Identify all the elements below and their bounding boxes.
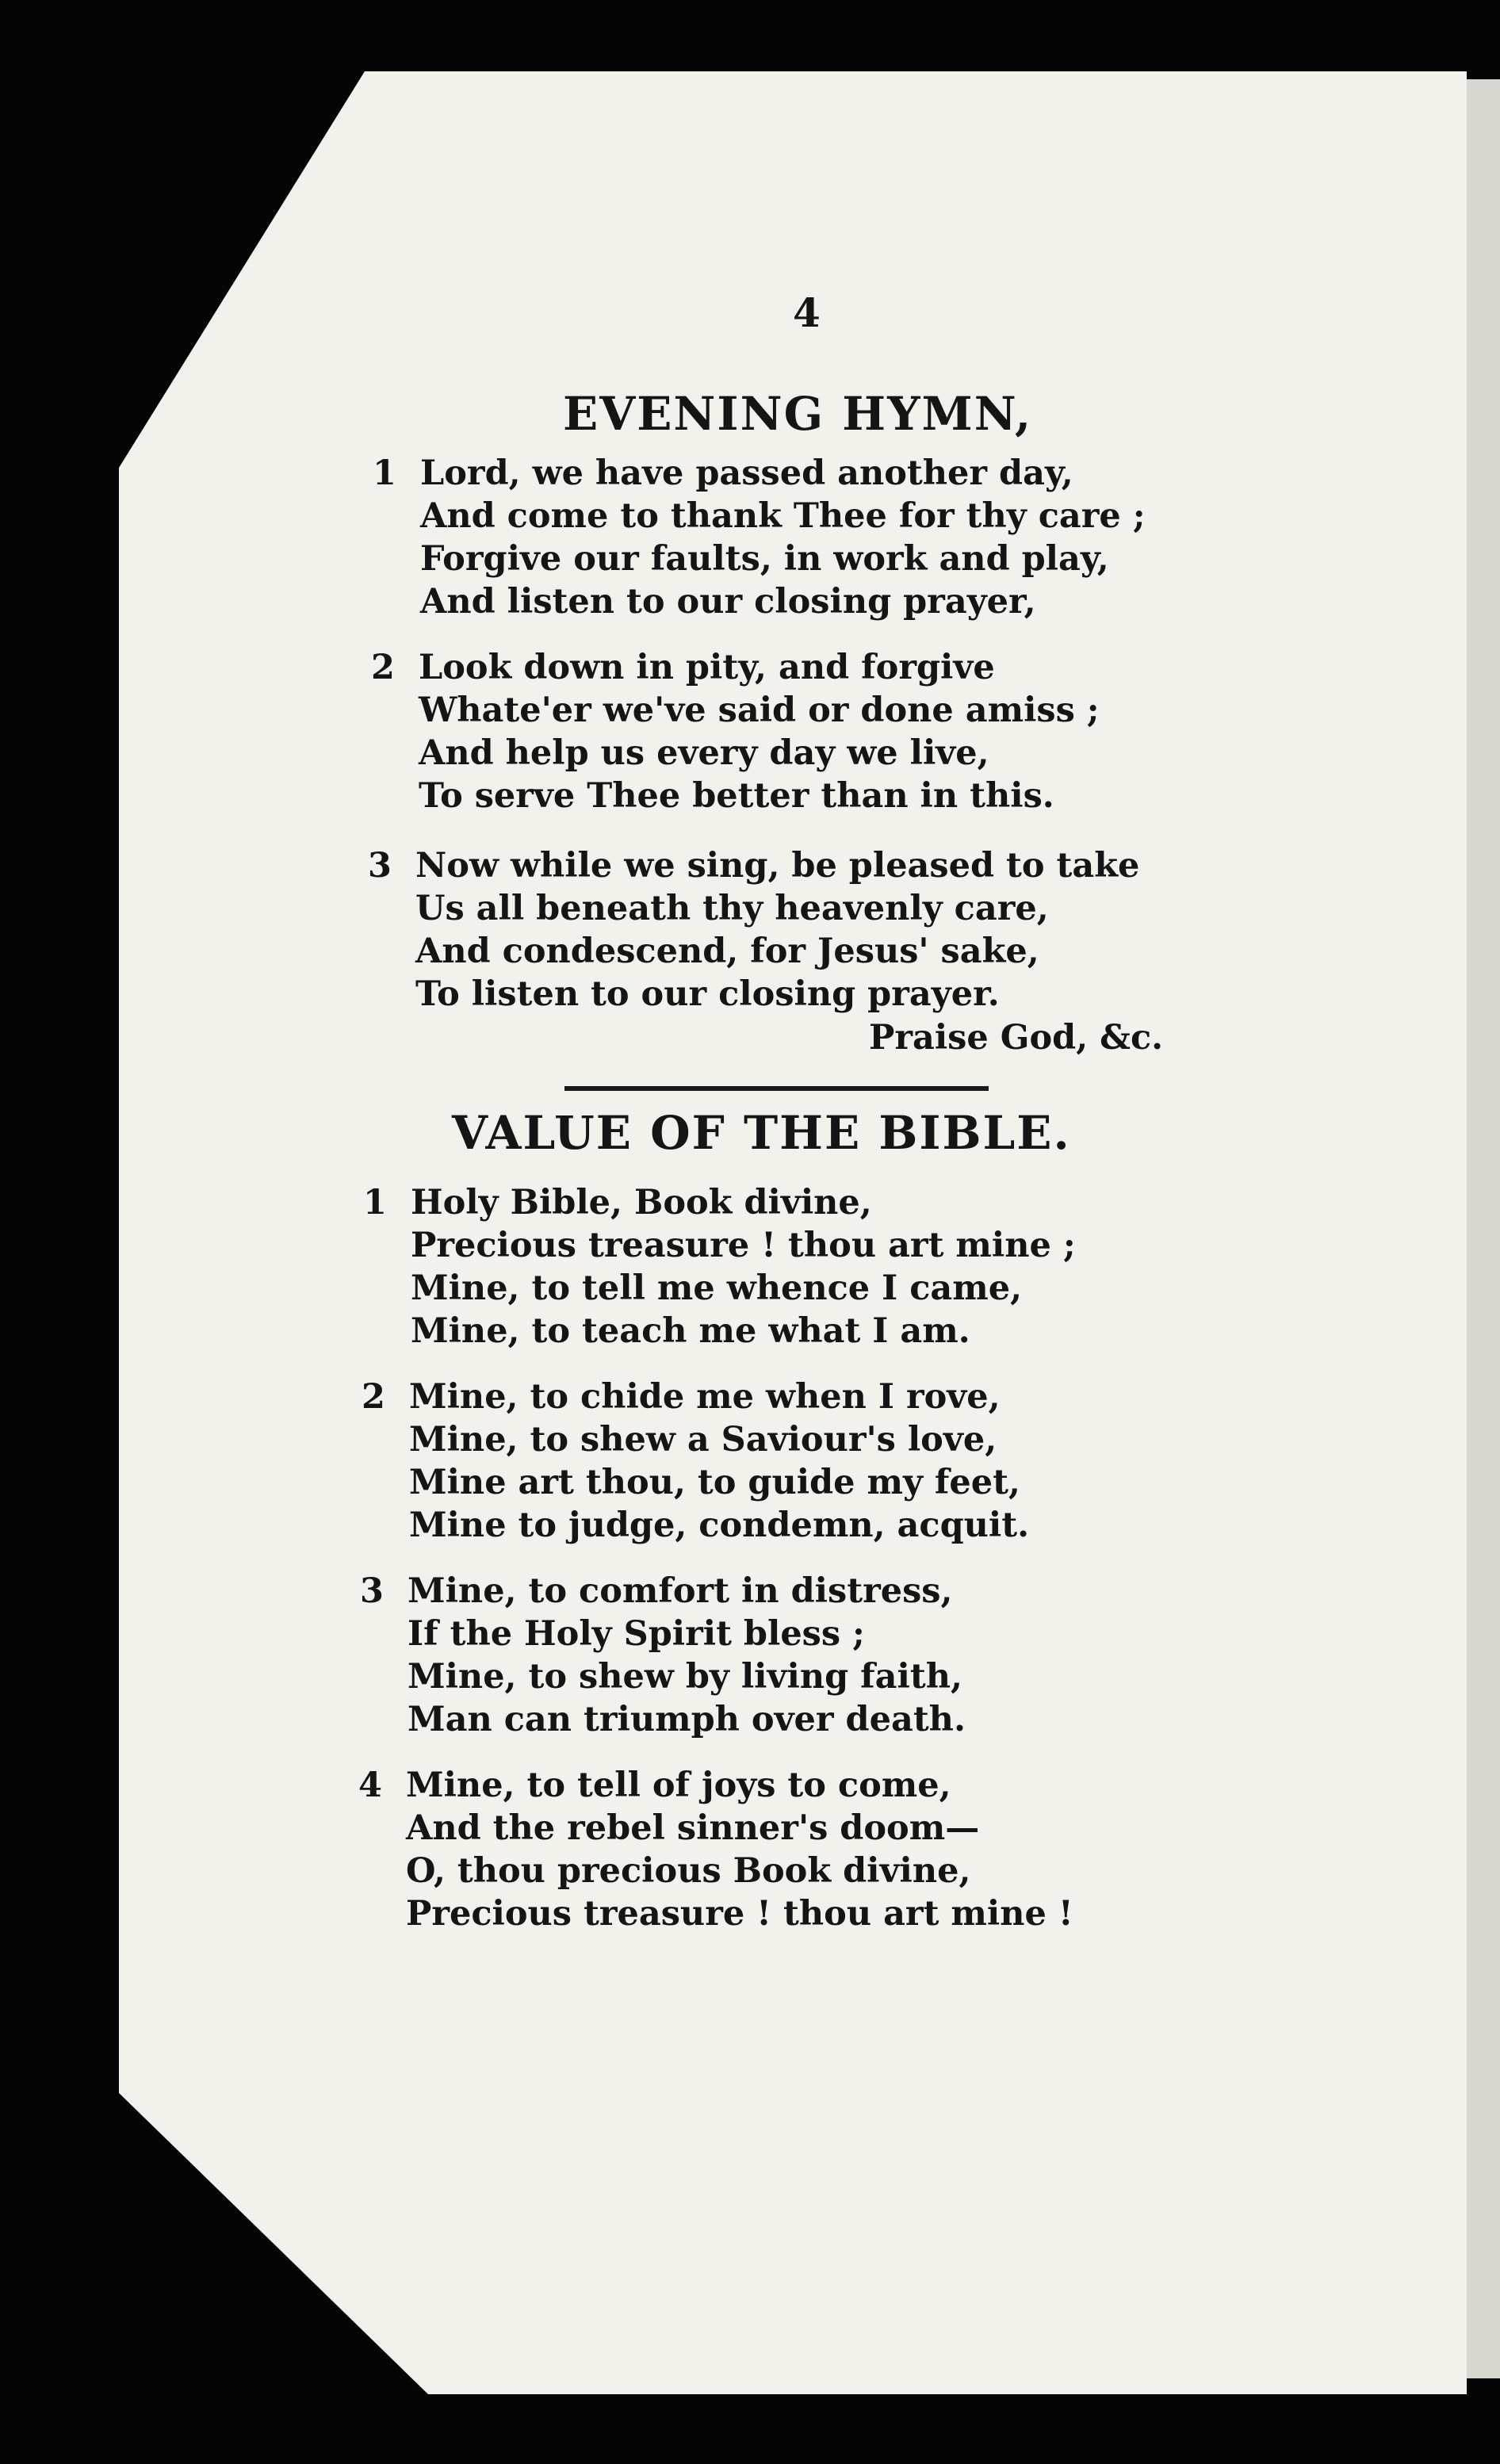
verse-line: Whate'er we've said or done amiss ; xyxy=(419,691,1100,730)
verse-line: Mine, to comfort in distress, xyxy=(408,1571,953,1611)
verse-line: If the Holy Spirit bless ; xyxy=(408,1614,865,1654)
verse-line: And listen to our closing prayer, xyxy=(420,582,1036,622)
hymn-title-evening-hymn: EVENING HYMN, xyxy=(563,387,1033,441)
verse-line: Lord, we have passed another day, xyxy=(420,453,1073,493)
verse-line: Mine, to tell of joys to come, xyxy=(406,1766,951,1805)
stanza-number: 3 xyxy=(368,846,392,886)
doxology-line: Praise God, &c. xyxy=(869,1018,1164,1058)
verse-line: And the rebel sinner's doom— xyxy=(406,1808,980,1848)
hymn-title-value-of-the-bible: VALUE OF THE BIBLE. xyxy=(452,1106,1071,1160)
verse-line: Look down in pity, and forgive xyxy=(419,648,995,687)
verse-line: Holy Bible, Book divine, xyxy=(411,1183,872,1222)
verse-line: Forgive our faults, in work and play, xyxy=(420,539,1109,579)
verse-line: Mine, to tell me whence I came, xyxy=(411,1268,1023,1308)
verse-line: Mine, to shew by living faith, xyxy=(408,1657,962,1697)
verse-line: Mine, to shew a Saviour's love, xyxy=(409,1420,997,1460)
verse-line: To listen to our closing prayer. xyxy=(415,974,1000,1014)
stanza-number: 2 xyxy=(362,1377,385,1417)
verse-line: Mine, to chide me when I rove, xyxy=(409,1377,1001,1417)
verse-line: O, thou precious Book divine, xyxy=(406,1851,971,1891)
verse-line: Now while we sing, be pleased to take xyxy=(415,846,1140,886)
verse-line: Mine to judge, condemn, acquit. xyxy=(409,1506,1030,1545)
adjacent-page-edge xyxy=(1464,79,1500,2378)
verse-line: Mine art thou, to guide my feet, xyxy=(409,1463,1020,1502)
verse-line: Man can triumph over death. xyxy=(408,1700,966,1739)
stanza-number: 1 xyxy=(363,1183,387,1222)
verse-line: Us all beneath thy heavenly care, xyxy=(415,889,1049,928)
verse-line: Precious treasure ! thou art mine ! xyxy=(406,1894,1073,1934)
stanza-number: 2 xyxy=(371,648,395,687)
verse-line: And condescend, for Jesus' sake, xyxy=(415,932,1039,971)
stanza-number: 1 xyxy=(373,453,396,493)
stanza-number: 4 xyxy=(358,1766,382,1805)
section-divider xyxy=(564,1086,989,1091)
verse-line: To serve Thee better than in this. xyxy=(419,776,1054,816)
page-number: 4 xyxy=(793,289,821,336)
verse-line: Mine, to teach me what I am. xyxy=(411,1311,970,1351)
verse-line: Precious treasure ! thou art mine ; xyxy=(411,1226,1076,1265)
verse-line: And come to thank Thee for thy care ; xyxy=(420,496,1146,536)
stanza-number: 3 xyxy=(360,1571,384,1611)
verse-line: And help us every day we live, xyxy=(419,733,989,773)
